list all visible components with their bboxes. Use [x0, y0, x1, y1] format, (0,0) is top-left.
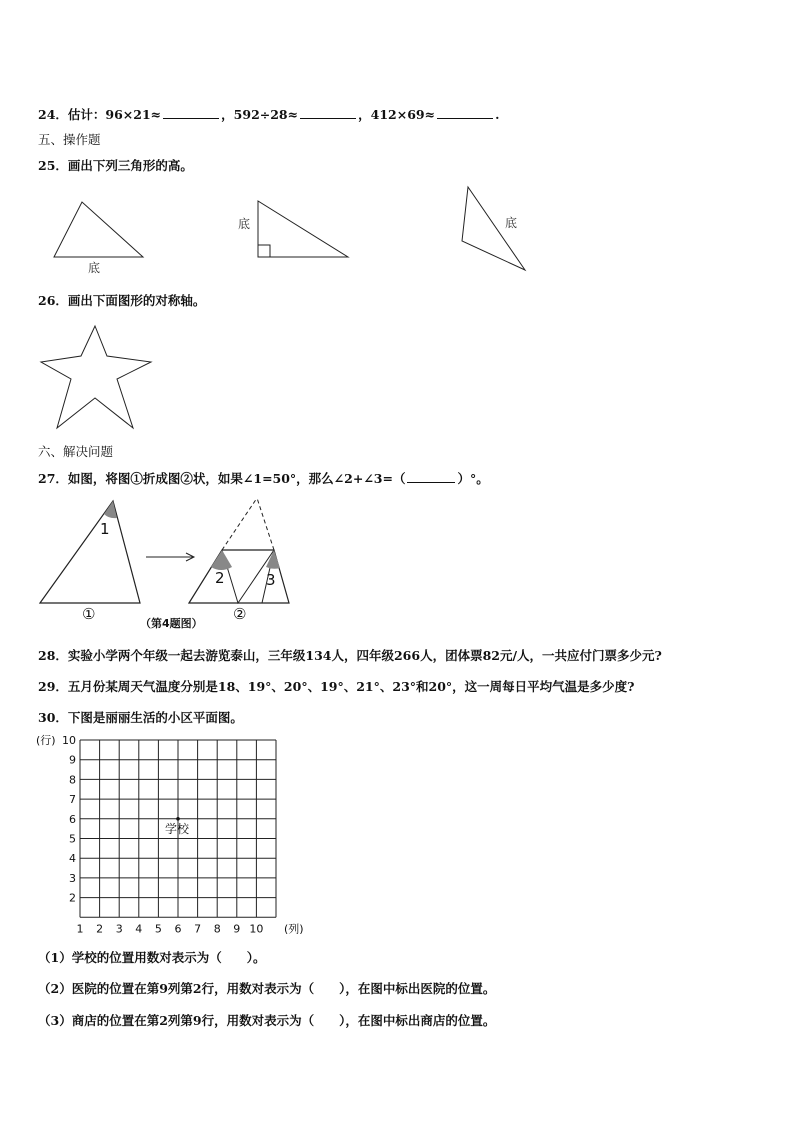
col-label: 4 — [135, 922, 143, 936]
row-label: 2 — [69, 891, 76, 905]
triangle-3-base-label: 底 — [505, 216, 518, 230]
col-label: 7 — [194, 922, 202, 936]
row-label: 10 — [62, 734, 76, 747]
q24-sep-2: ， — [358, 107, 371, 122]
col-label: 5 — [154, 922, 162, 936]
q24-expr-a: 96×21≈ — [105, 107, 162, 122]
six-point-star — [35, 322, 160, 432]
question-27 — [38, 469, 489, 487]
right-angle-mark — [258, 245, 270, 257]
col-label: 8 — [213, 922, 221, 936]
col-label: 10 — [249, 922, 264, 936]
school-point — [176, 817, 180, 821]
question-26: 26．画出下面图形的对称轴。 — [38, 293, 206, 308]
figure-caption: （第4题图） — [140, 617, 203, 630]
sub-question-3: （3）商店的位置在第2列第9行，用数对表示为（ ），在图中标出商店的位置。 — [38, 1013, 496, 1028]
sub-question-2: （2）医院的位置在第9列第2行，用数对表示为（ ），在图中标出医院的位置。 — [38, 981, 496, 996]
col-label: 6 — [174, 922, 182, 936]
row-axis-label: (行) — [36, 734, 56, 747]
angle-2-label: 2 — [215, 569, 225, 587]
fig2-label: ② — [233, 605, 247, 623]
col-label: 3 — [115, 922, 123, 936]
col-label: 2 — [96, 922, 104, 936]
fig1-triangle — [40, 501, 140, 603]
row-label: 7 — [69, 793, 76, 807]
section-6-title: 六、解决问题 — [38, 444, 114, 459]
triangle-1 — [54, 202, 143, 257]
q24-blank-c[interactable] — [437, 107, 493, 119]
q24-expr-c: 412×69≈ — [370, 107, 436, 122]
row-label: 5 — [69, 832, 76, 846]
sub-question-1: （1）学校的位置用数对表示为（ ）。 — [38, 950, 266, 965]
q27-figure — [0, 495, 794, 635]
angle-2-arc — [211, 550, 232, 570]
row-label: 3 — [69, 871, 76, 885]
section-5-title: 五、操作题 — [38, 132, 101, 147]
angle-3-label: 3 — [266, 571, 276, 589]
angle-1-label: 1 — [100, 520, 110, 538]
q24-number: 24．估计： — [38, 107, 106, 122]
q24-sep-1: ， — [221, 107, 234, 122]
q27-blank[interactable] — [407, 471, 455, 483]
fig1-label: ① — [82, 605, 96, 623]
question-30: 30．下图是丽丽生活的小区平面图。 — [38, 710, 243, 725]
q24-end: . — [495, 107, 500, 122]
q24-blank-a[interactable] — [163, 107, 219, 119]
school-label: 学校 — [165, 821, 190, 836]
q27-tail: ）°。 — [457, 471, 489, 486]
star-shape — [41, 326, 151, 428]
q24-blank-b[interactable] — [300, 107, 356, 119]
row-label: 6 — [69, 812, 76, 826]
q25-triangles — [0, 180, 794, 280]
question-25: 25．画出下列三角形的高。 — [38, 158, 193, 173]
row-label: 8 — [69, 773, 76, 787]
coordinate-grid — [34, 732, 304, 937]
row-label: 9 — [69, 753, 76, 767]
question-28: 28．实验小学两个年级一起去游览泰山，三年级134人，四年级266人，团体票82元/人，一共应付门票多少元? — [38, 648, 662, 663]
question-29: 29．五月份某周天气温度分别是18、19°、20°、19°、21°、23°和20°，这一周每日平均气温是多少度? — [38, 679, 635, 694]
question-24 — [38, 105, 499, 123]
col-axis-label: (列) — [284, 922, 304, 936]
triangle-2-base-label: 底 — [238, 217, 251, 231]
triangle-1-base-label: 底 — [88, 261, 101, 275]
q24-expr-b: 592÷28≈ — [233, 107, 299, 122]
q27-text: 27．如图，将图①折成图②状，如果∠1=50°，那么∠2+∠3=（ — [38, 471, 406, 486]
triangle-2 — [258, 201, 348, 257]
col-label: 1 — [76, 922, 84, 936]
fig2-dashed-right — [257, 498, 274, 550]
fig2-dashed-left — [222, 498, 257, 550]
row-label: 4 — [69, 852, 76, 866]
col-label: 9 — [233, 922, 241, 936]
